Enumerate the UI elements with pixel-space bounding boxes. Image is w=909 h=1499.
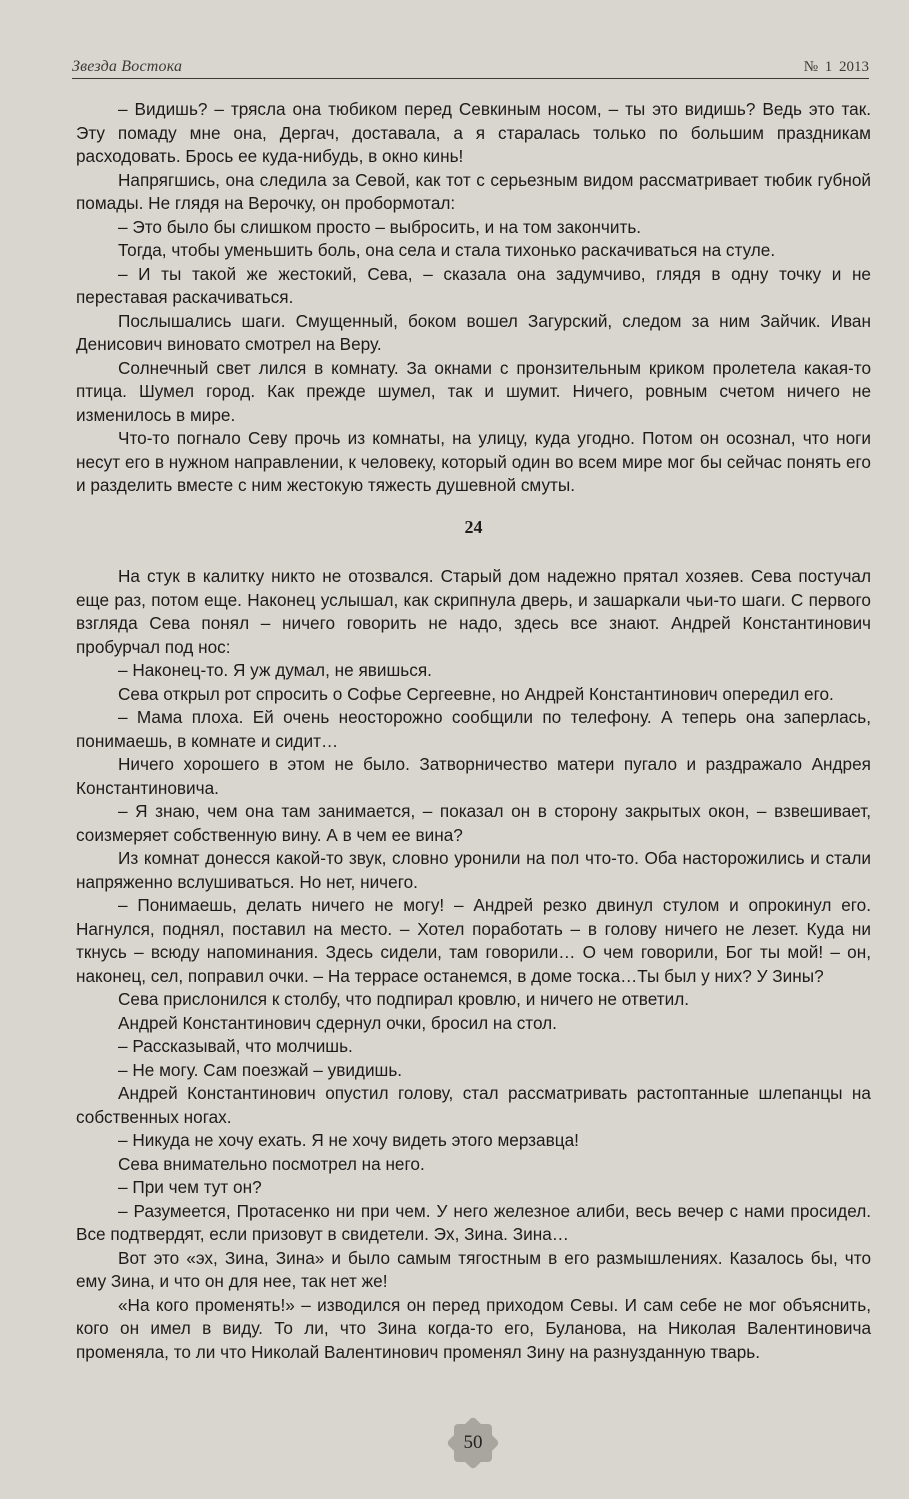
paragraph: Сева открыл рот спросить о Софье Сергеевне, но Андрей Константинович опередил его. [118,683,834,704]
paragraph: Солнечный свет лился в комнату. За окнами с пронзительным криком пролетела какая-то птица. Шумел город. Как прежде шумел, так и шумит. Ничего, ровным счетом ничего не изменилось в мире. [76,357,871,425]
paragraph: – Видишь? – трясла она тюбиком перед Севкиным носом, – ты это видишь? Ведь это так. Эту помаду мне она, Дергач, доставала, а я старалась только по большим праздникам расходовать. Брось ее куда-нибудь, в окно кинь! [76,99,871,166]
paragraph: Тогда, чтобы уменьшить боль, она села и стала тихонько раскачиваться на стуле. [118,240,776,260]
text-after-chapter [76,565,871,1364]
paragraph: «На кого променять!» – изводился он перед приходом Севы. И сам себе не мог объяснить, кого он имел в виду. То ли, что Зина когда-то его, Буланова, на Николая Валентиновича променяла, то ли что Николай Валентинович променял Зину на разнузданную тварь. [76,1294,871,1362]
paragraph: – Наконец-то. Я уж думал, не явишься. [118,660,432,680]
paragraph: Андрей Константинович опустил голову, стал рассматривать растоптанные шлепанцы на собственных ногах. [76,1083,871,1127]
paragraph: Вот это «эх, Зина, Зина» и было самым тягостным в его размышлениях. Казалось бы, что ему Зина, и что он для нее, так нет же! [76,1247,871,1291]
issue-number: № 1 2013 [803,59,869,75]
chapter-heading: 24 [464,516,483,537]
paragraph: На стук в калитку никто не отозвался. Старый дом надежно прятал хозяев. Сева постучал еще раз, потом еще. Наконец услышал, как скрипнула дверь, и зашаркали чьи-то шаги. С первого взгляда Сева понял – ничего говорить не надо, здесь все знают. Андрей Константинович пробурчал под нос: [76,566,871,657]
paragraph: – Не могу. Сам поезжай – увидишь. [118,1059,403,1080]
paragraph: – Никуда не хочу ехать. Я не хочу видеть этого мерзавца! [118,1130,579,1150]
paragraph: Сева внимательно посмотрел на него. [118,1153,425,1174]
paragraph: – Мама плоха. Ей очень неосторожно сообщили по телефону. А теперь она заперлась, понимаешь, в комнате и сидит… [76,707,871,751]
paragraph: Что-то погнало Севу прочь из комнаты, на улицу, куда угодно. Потом он осознал, что ноги несут его в нужном направлении, к человеку, который один во всем мире мог бы сейчас понять его и разделить вместе с ним жестокую тяжесть душевной смуты. [76,428,871,495]
body-text [76,98,871,1364]
paragraph: Послышались шаги. Смущенный, боком вошел Загурский, следом за ним Зайчик. Иван Денисович виновато смотрел на Веру. [76,310,871,354]
page-number: 50 [463,1432,483,1453]
running-header [72,52,869,79]
paragraph: Напрягшись, она следила за Севой, как тот с серьезным видом рассматривает тюбик губной помады. Не глядя на Верочку, он пробормотал: [76,169,871,213]
paragraph: – Понимаешь, делать ничего не могу! – Андрей резко двинул стулом и опрокинул его. Нагнулся, поднял, поставил на место. – Хотел поработать – в голову ничего не лезет. Куда ни ткнусь – всюду напоминания. Здесь сидели, там говорили… О чем говорили, Бог ты мой! – он, наконец, сел, поправил очки. – На террасе останемся, в доме тоска…Ты был у них? У Зины? [76,895,871,986]
paragraph: – Разумеется, Протасенко ни при чем. У него железное алиби, весь вечер с нами просидел. Все подтвердят, если призовут в свидетели. Эх, Зина. Зина… [76,1200,871,1244]
paragraph: Андрей Константинович сдернул очки, бросил на стол. [118,1012,557,1033]
paragraph: – Я знаю, чем она там занимается, – показал он в сторону закрытых окон, – взвешивает, соизмеряет собственную вину. А в чем ее вина? [76,801,871,845]
text-before-chapter [76,98,871,498]
paragraph: Сева прислонился к столбу, что подпирал кровлю, и ничего не ответил. [118,989,689,1009]
paragraph: Ничего хорошего в этом не было. Затворничество матери пугало и раздражало Андрея Константиновича. [76,754,871,798]
page-number-badge [442,1418,504,1468]
paragraph: – Рассказывай, что молчишь. [118,1036,353,1056]
magazine-title: Звезда Востока [72,58,183,75]
paragraph: – Это было бы слишком просто – выбросить, и на том закончить. [118,216,642,237]
paragraph: – И ты такой же жестокий, Сева, – сказала она задумчиво, глядя в одну точку и не переставая раскачиваться. [76,263,871,307]
paragraph: Из комнат донесся какой-то звук, словно уронили на пол что-то. Оба насторожились и стали напряженно вслушиваться. Но нет, ничего. [76,848,871,892]
paragraph: – При чем тут он? [118,1177,262,1197]
